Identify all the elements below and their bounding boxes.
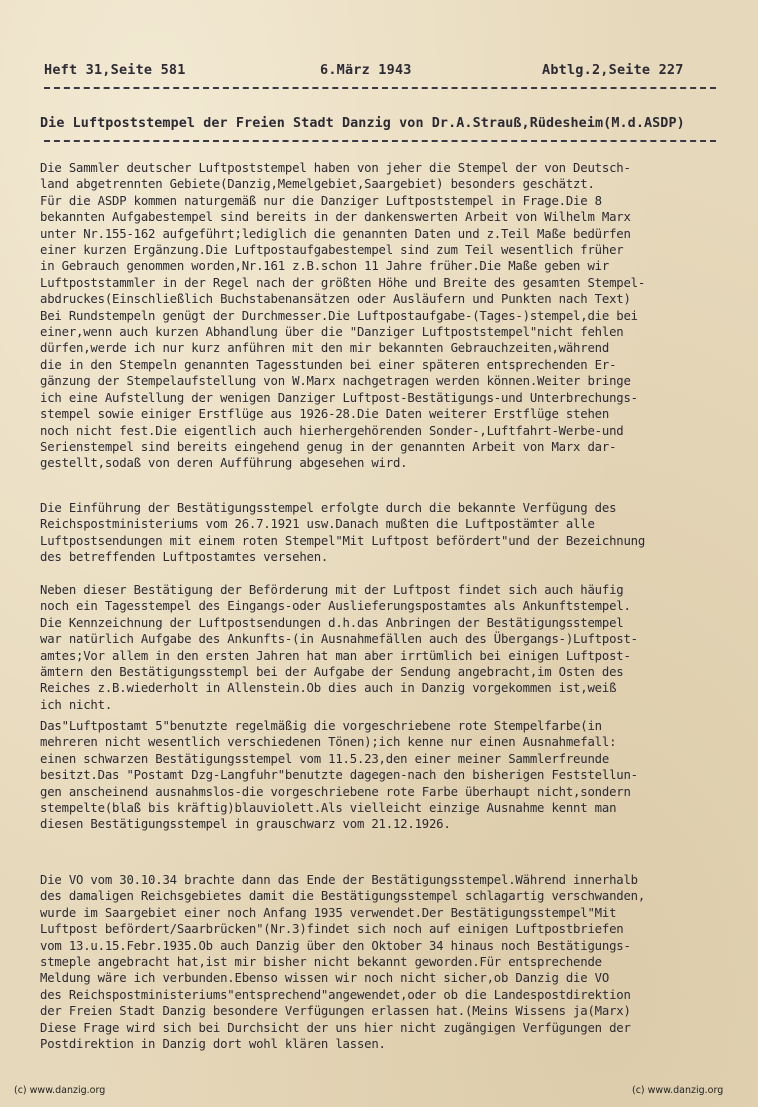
text-line: diesen Bestätigungsstempel in grauschwarz vom 21.12.1926. <box>40 817 451 832</box>
text-line: land abgetrennten Gebiete(Danzig,Memelgebiet,Saargebiet) besonders geschätzt. <box>40 177 595 192</box>
text-line: der Freien Stadt Danzig besondere Verfügungen erlassen hat.(Meins Wissens ja(Marx) <box>40 1004 631 1019</box>
text-line: ich eine Aufstellung der wenigen Danziger Luftpost-Bestätigungs-und Unterbrechungs- <box>40 390 638 405</box>
text-line: gen anscheinend ausnahmslos-die vorgeschriebene rote Farbe überhaupt nicht,sondern <box>40 784 631 799</box>
text-line: einer,wenn auch kurzen Abhandlung über die "Danziger Luftpoststempel"nicht fehlen <box>40 325 624 340</box>
text-line: war natürlich Aufgabe des Ankunfts-(in Ausnahmefällen auch des Übergangs-)Luftpost- <box>40 632 638 647</box>
text-line: noch ein Tagesstempel des Eingangs-oder Auslieferungspostamtes als Ankunftstempel. <box>40 599 631 614</box>
text-line: mehreren nicht wesentlich verschiedenen Tönen);ich kenne nur einen Ausnahmefall: <box>40 735 617 750</box>
text-line: Reiches z.B.wiederholt in Allenstein.Ob dies auch in Danzig vorgekommen ist,weiß <box>40 681 617 696</box>
text-line: einer kurzen Ergänzung.Die Luftpostaufgabestempel sind zum Teil wesentlich früher <box>40 243 624 258</box>
text-line: unter Nr.155-162 aufgeführt;lediglich die genannten Daten und z.Teil Maße bedürfen <box>40 226 631 241</box>
title-divider <box>44 140 716 142</box>
watermark-right: (c) www.danzig.org <box>632 1085 724 1096</box>
text-line: Neben dieser Bestätigung der Beförderung mit der Luftpost findet sich auch häufig <box>40 583 624 597</box>
header-issue-page: Heft 31,Seite 581 <box>44 62 186 78</box>
text-line: stmeple angebracht hat,ist mir bisher nicht bekannt geworden.Für entsprechende <box>40 955 602 970</box>
header-date: 6.März 1943 <box>320 62 412 78</box>
text-line: Das"Luftpostamt 5"benutzte regelmäßig die vorgeschriebene rote Stempelfarbe(in <box>40 719 602 733</box>
text-line: einen schwarzen Bestätigungsstempel vom 11.5.23,den einer meiner Sammlerfreunde <box>40 751 610 766</box>
paragraph-5 <box>40 872 740 1052</box>
text-line: Luftpost befördert/Saarbrücken"(Nr.3)findet sich noch auf einigen Luftpostbriefen <box>40 922 624 937</box>
text-line: ich nicht. <box>40 697 113 712</box>
header-divider <box>44 87 716 89</box>
text-line: des damaligen Reichsgebietes damit die Bestätigungsstempel schlagartig verschwanden, <box>40 889 646 904</box>
text-line: besitzt.Das "Postamt Dzg-Langfuhr"benutzte dagegen-nach den bisherigen Feststellun- <box>40 768 638 783</box>
text-line: Reichspostministeriums vom 26.7.1921 usw.Danach mußten die Luftpostämter alle <box>40 517 595 532</box>
paragraph-3 <box>40 582 740 713</box>
text-line: noch nicht fest.Die eigentlich auch hierhergehörenden Sonder-,Luftfahrt-Werbe-und <box>40 423 624 438</box>
text-line: in Gebrauch genommen worden,Nr.161 z.B.schon 11 Jahre früher.Die Maße geben wir <box>40 259 610 274</box>
text-line: amtes;Vor allem in den ersten Jahren hat man aber irrtümlich bei einigen Luftpost- <box>40 648 631 663</box>
watermark-left: (c) www.danzig.org <box>14 1085 106 1096</box>
text-line: Diese Frage wird sich bei Durchsicht der uns hier nicht zugängigen Verfügungen der <box>40 1020 631 1035</box>
paragraph-4 <box>40 718 740 833</box>
text-line: des Reichspostministeriums"entsprechend"angewendet,oder ob die Landespostdirektion <box>40 987 631 1002</box>
text-line: vom 13.u.15.Febr.1935.Ob auch Danzig über den Oktober 34 hinaus noch Bestätigungs- <box>40 938 631 953</box>
text-line: ämtern den Bestätigungsstempl bei der Aufgabe der Sendung angebracht,im Osten des <box>40 665 624 680</box>
text-line: Luftpoststammler in der Regel nach der größten Höhe und Breite des gesamten Stempel- <box>40 275 646 290</box>
paragraph-2 <box>40 500 740 566</box>
text-line: Postdirektion in Danzig dort wohl klären lassen. <box>40 1037 386 1052</box>
text-line: gänzung der Stempelaufstellung von W.Marx nachgetragen werden können.Weiter bringe <box>40 374 631 389</box>
header-section-page: Abtlg.2,Seite 227 <box>542 62 684 78</box>
text-line: bekannten Aufgabestempel sind bereits in der dankenswerten Arbeit von Wilhelm Marx <box>40 210 631 225</box>
text-line: abdruckes(Einschließlich Buchstabenansätzen oder Ausläufern und Punkten nach Text) <box>40 292 631 307</box>
text-line: Serienstempel sind bereits eingehend genug in der genannten Arbeit von Marx dar- <box>40 439 617 454</box>
text-line: Bei Rundstempeln genügt der Durchmesser.Die Luftpostaufgabe-(Tages-)stempel,die bei <box>40 308 638 323</box>
article-title: Die Luftpoststempel der Freien Stadt Danzig von Dr.A.Strauß,Rüdesheim(M.d.ASDP) <box>40 116 685 131</box>
text-line: die in den Stempeln genannten Tagesstunden bei einer späteren entsprechenden Er- <box>40 357 617 372</box>
text-line: Die Kennzeichnung der Luftpostsendungen d.h.das Anbringen der Bestätigungsstempel <box>40 615 624 630</box>
text-line: Die Sammler deutscher Luftpoststempel haben von jeher die Stempel der von Deutsch- <box>40 161 631 175</box>
paragraph-1 <box>40 160 740 472</box>
text-line: Luftpostsendungen mit einem roten Stempel"Mit Luftpost befördert"und der Bezeichnung <box>40 533 646 548</box>
text-line: Meldung wäre ich verbunden.Ebenso wissen wir noch nicht sicher,ob Danzig die VO <box>40 971 610 986</box>
text-line: stempel sowie einiger Erstflüge aus 1926-28.Die Daten weiterer Erstflüge stehen <box>40 407 610 422</box>
text-line: gestellt,sodaß von deren Aufführung abgesehen wird. <box>40 456 408 471</box>
text-line: Die Einführung der Bestätigungsstempel erfolgte durch die bekannte Verfügung des <box>40 501 617 515</box>
text-line: Die VO vom 30.10.34 brachte dann das Ende der Bestätigungsstempel.Während innerhalb <box>40 873 638 887</box>
text-line: stempelte(blaß bis kräftig)blauviolett.Als vielleicht einzige Ausnahme kennt man <box>40 801 617 816</box>
text-line: des betreffenden Luftpostamtes versehen. <box>40 550 329 565</box>
text-line: wurde im Saargebiet einer noch Anfang 1935 verwendet.Der Bestätigungsstempel"Mit <box>40 905 617 920</box>
text-line: Für die ASDP kommen naturgemäß nur die Danziger Luftpoststempel in Frage.Die 8 <box>40 193 602 208</box>
text-line: dürfen,werde ich nur kurz anführen mit den mir bekannten Gebrauchzeiten,während <box>40 341 610 356</box>
